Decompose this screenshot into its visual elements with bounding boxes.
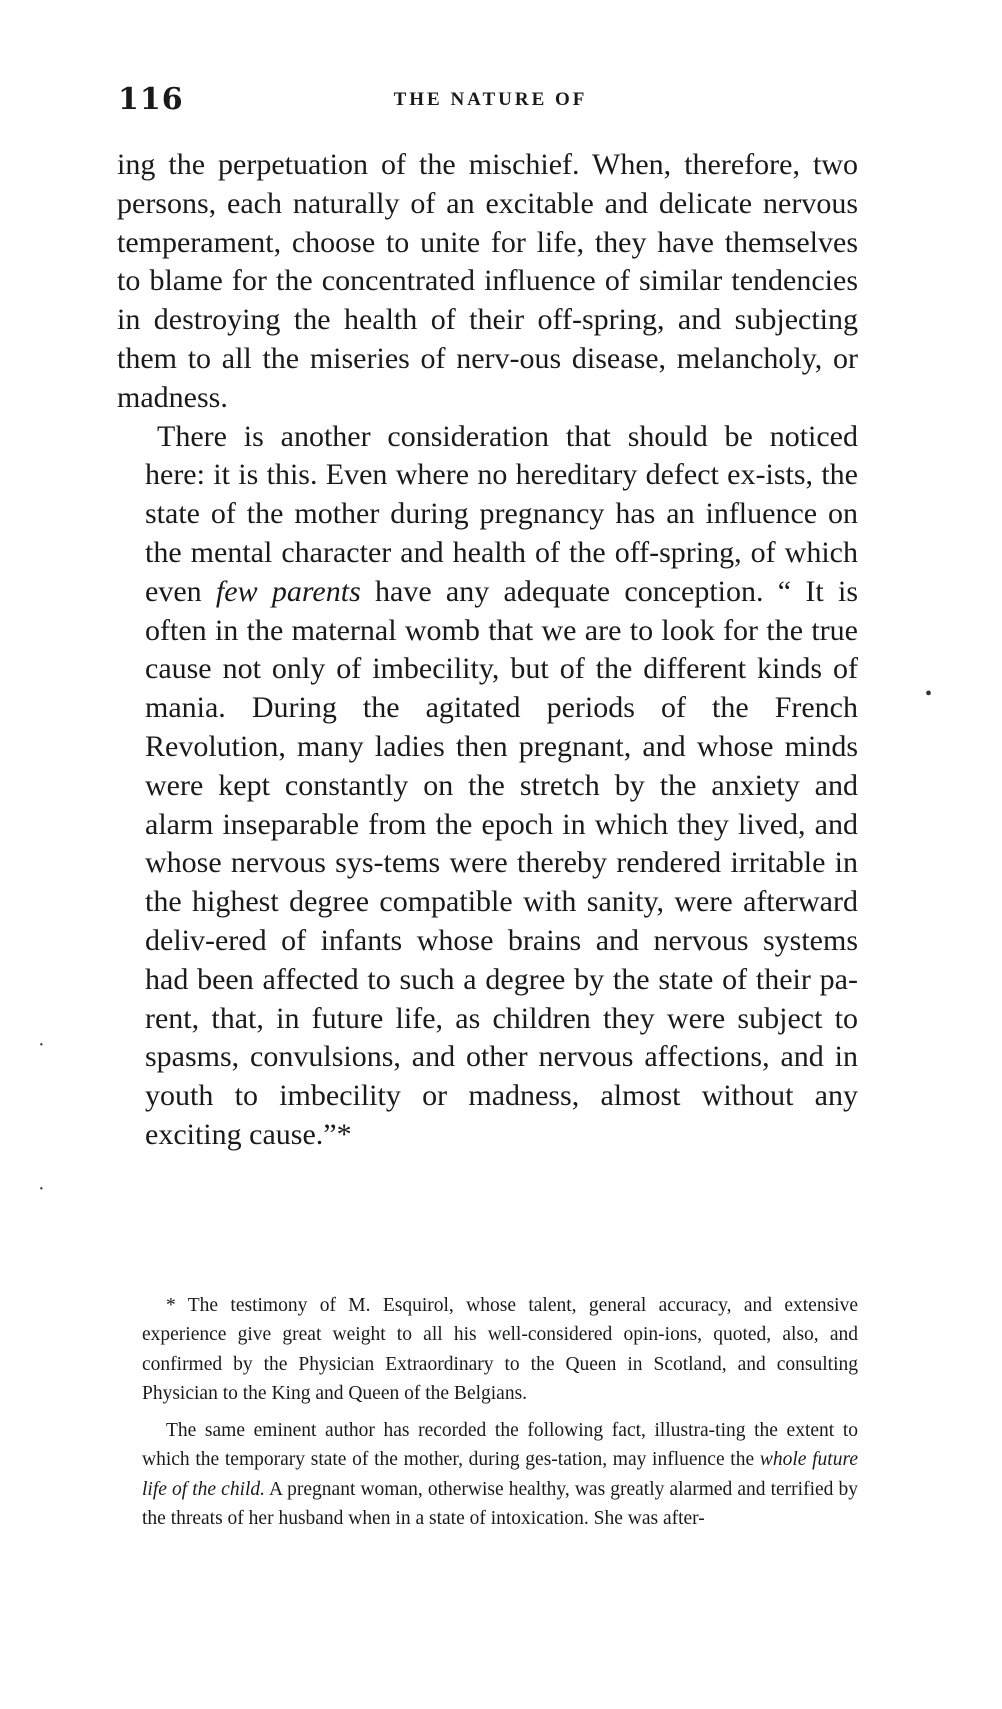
paragraph-2-text-b: have any adequate conception. “ It is often in the maternal womb that we are to look for the true cause not only of imbecility, but of the different kinds of mania. During the agitated periods of the French Revolution, many ladies then pregnant, and whose minds were kept constantly on the stretch by the anxiety and alarm inseparable from the epoch in which they lived, and whose nervous sys-tems were thereby rendered irritable in the highest degree compatible with sanity, were afterward deliv-ered of infants whose brains and nervous systems had been affected to such a degree by the state of their pa-rent, that, in future life, as children they were subject to spasms, convulsions, and other nervous affections, and in youth to imbecility or madness, almost without any exciting cause.”* (145, 574, 859, 1151)
running-head: THE NATURE OF (393, 89, 588, 110)
footnote-text-a: The same eminent author has recorded the following fact, illustra-ting the extent to which the temporary state of the mother, during ges-tation, may influence the (142, 1420, 858, 1471)
paragraph-2 (145, 418, 858, 1155)
footnote-text-b: A pregnant woman, otherwise healthy, was greatly alarmed and terrified by the threats of her husband when in a state of intoxication. She was after- (142, 1478, 858, 1530)
body-text (117, 146, 859, 1155)
footnote: * The testimony of M. Esquirol, whose talent, general accuracy, and extensive experience give great weight to all his well-considered opin-ions, quoted, also, and confirmed by the Physician Extraordinary to the Queen in Scotland, and consulting Physician to the King and Queen of the Belgians. (142, 1295, 858, 1404)
footnotes (142, 1291, 858, 1533)
margin-mark: · (38, 1178, 45, 1200)
paragraph-2-text-a: There is another consideration that should be noticed here: it is this. Even where no hereditary defect ex-ists, the state of the mother during pregnancy has an influence on the mental character and health of the off-spring, of which even (145, 419, 858, 608)
margin-mark: · (38, 1034, 45, 1056)
paragraph-2-emphasis: few parents (215, 574, 361, 608)
footnote-emphasis: whole future life of the child. (142, 1449, 858, 1500)
page-number: 116 (118, 82, 184, 117)
paragraph-1: ing the perpetuation of the mischief. When, therefore, two persons, each naturally of an excitable and delicate nervous temperament, choose to unite for life, they have themselves to blame for the concentrated influence of similar tendencies in destroying the health of their off-spring, and subjecting them to all the miseries of nerv-ous disease, melancholy, or madness. (117, 148, 858, 414)
footnote-continuation (142, 1416, 858, 1533)
margin-mark: • (925, 683, 933, 705)
page-header (118, 82, 863, 122)
